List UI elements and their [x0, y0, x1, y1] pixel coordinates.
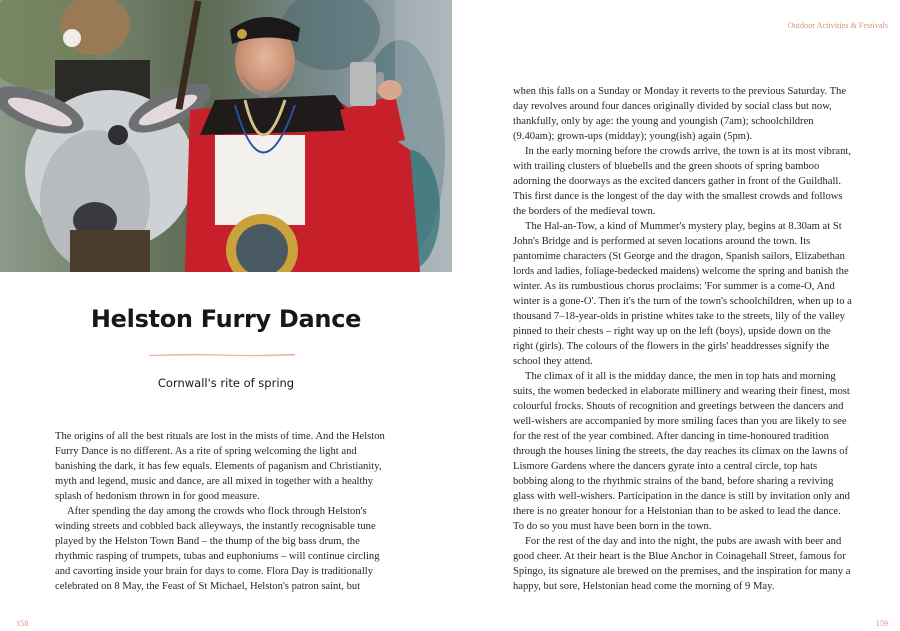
paragraph: The climax of it all is the midday dance, the men in top hats and morning suits, the women bedecked in elaborate millinery and wearing their finest, most colourful frocks. Shouts of recognition and greetings between the dancers and well-wishers are accompanied by more smiling faces than you are likely to see for the rest of the year combined. After dancing in time-honoured tradition through the houses lining the streets, the day reaches its climax on the lawns of Lismore Gardens where the dancers gyrate into a central circle, top hats bobbing along to the rhythmic strains of the band, before sharing a reviving glass with well-wishers. Participation in the dance is still by invitation only and there is no greater honour for a Helstonian than to be asked to lead the dance. To do so you must have been born in the town.: [513, 371, 850, 532]
left-body-text: [55, 429, 395, 594]
right-page: [452, 0, 900, 631]
paragraph: when this falls on a Sunday or Monday it reverts to the previous Saturday. The day revolves around four dances originally divided by social class but now, thankfully, only by age: the young and youngish (7am); schoolchildren (9.40am); grown-ups (midday); young(ish) again (5pm).: [513, 86, 847, 142]
paragraph: The origins of all the best rituals are lost in the mists of time. And the Helston Furry Dance is no different. As a rite of spring welcoming the light and banishing the dark, it has few equals. Elements of paganism and Christianity, myth and legend, music and dance, are all mixed in together with a healthy splash of hedonism thrown in for good measure.: [55, 431, 385, 502]
page-number-left: 158: [16, 619, 29, 628]
paragraph: After spending the day among the crowds who flock through Helston's winding streets and cobbled back alleyways, the instantly recognisable tune played by the Helston Town Band – the thump of the big bass drum, the rhythmic rasping of trumpets, tubas and euphoniums – will continue circling and cavorting inside your brain for days to come. Flora Day is traditionally celebrated on 8 May, the Feast of St Michael, Helston's patron saint, but: [55, 506, 380, 592]
paragraph: In the early morning before the crowds arrive, the town is at its most vibrant, with trailing clusters of bluebells and the green shoots of spring bamboo adorning the doorways as the excited dancers gather in front of the Guildhall. This first dance is the longest of the day with the smallest crowds and follows the borders of the medieval town.: [513, 146, 851, 217]
article-subtitle: Cornwall's rite of spring: [157, 376, 295, 390]
right-body-text: [513, 84, 853, 594]
page-number-right: 159: [875, 619, 888, 628]
festival-photo: [0, 0, 452, 272]
article-title: Helston Furry Dance: [90, 305, 362, 333]
festival-photo-icon: [0, 0, 452, 272]
title-underline-rule: [148, 352, 296, 357]
paragraph: The Hal-an-Tow, a kind of Mummer's mystery play, begins at 8.30am at St John's Bridge and is performed at seven locations around the town. Its pantomime characters (St George and the dragon, Spanish sailors, Elizabethan lords and ladies, foliage-bedecked maidens) welcome the spring and banish the winter. As its rumbustious chorus proclaims: 'For summer is a come-O, And winter is a gone-O'. Then it's the turn of the town's schoolchildren, when up to a thousand 7–18-year-olds in pristine whites take to the streets, lily of the valley pinned to their chests – right way up on the left (boys), upside down on the right (girls). The colours of the flowers in the girls' headdresses signify the school they attend.: [513, 221, 852, 367]
running-head: Outdoor Activities & Festivals: [787, 21, 888, 30]
paragraph: For the rest of the day and into the night, the pubs are awash with beer and good cheer. At their heart is the Blue Anchor in Coinagehall Street, famous for Spingo, its signature ale brewed on the premises, and the inspiration for many a happy, but sore, Helstonian head come the morning of 9 May.: [513, 536, 851, 592]
